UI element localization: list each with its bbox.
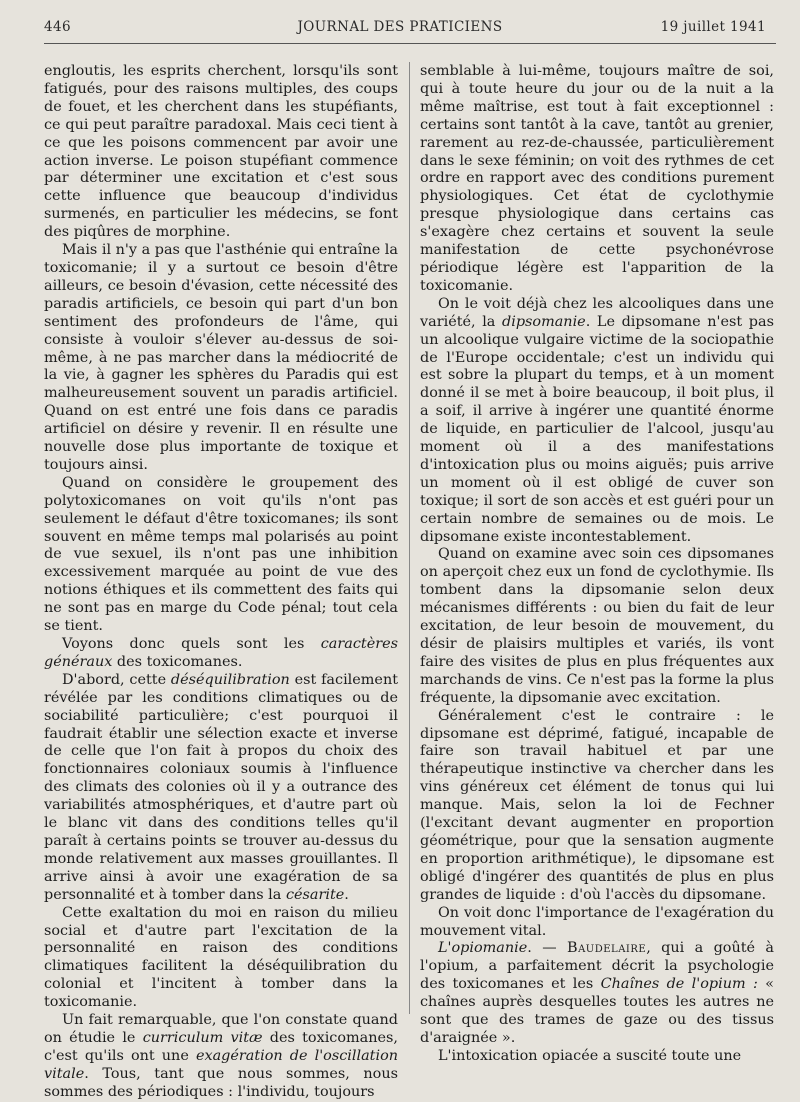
- paragraph: Quand on examine avec soin ces dipsomanes on aperçoit chez eux un fond de cyclothymie. Ils tombent dans la dipsomanie selon deux mécanismes différents : ou bien du fait de leur excitation, de leur besoin de mouvement, du désir de plaisirs multiples et variés, ils vont faire des visites de plus en plus fréquentes aux marchands de vins. Ce n'est pas la forme la plus fréquente, la dipsomanie avec excitation.: [420, 546, 774, 706]
- issue-date: 19 juillet 1941: [660, 19, 766, 35]
- text-run: .: [344, 886, 349, 903]
- italic-term: dipsomanie: [502, 313, 586, 330]
- section-title: L'opiomanie: [438, 940, 528, 957]
- author-name: Baudelaire: [567, 940, 647, 957]
- text-run: . Tous, tant que nous sommes, nous sommes des périodiques : l'individu, toujours: [44, 1065, 398, 1100]
- text-run: Voyons donc quels sont les: [62, 636, 321, 652]
- text-run: est facilement révélée par les conditions climatiques ou de sociabilité particulière; c'est pourquoi il faudrait établir une sélection exacte et inverse de celle que l'on fait à propos du choix des fonctionnaires coloniaux soumis à l'influence des climats des colonies où il y a outrance des variabilités atmosphériques, et d'autre part où le blanc vit dans des conditions telles qu'il paraît à certains points se trouver au-dessus du monde relativement aux masses grouillantes. Il arrive ainsi à avoir une exagération de sa personnalité et à tomber dans la: [44, 671, 398, 903]
- column-divider: [409, 62, 410, 1014]
- paragraph: Mais il n'y a pas que l'asthénie qui entraîne la toxicomanie; il y a surtout ce besoin d'être ailleurs, ce besoin d'évasion, cette nécessité des paradis artificiels, ce besoin qui part d'un bon sentiment des profondeurs de l'âme, qui consiste à vouloir s'élever au-dessus de soi-même, à ne pas marcher dans la médiocrité de la vie, à gagner les sphères du Paradis qui est malheureusement souvent un paradis artificiel. Quand on est entré une fois dans ce paradis artificiel on désire y revenir. Il en résulte une nouvelle dose plus importante de toxique et toujours ainsi.: [44, 242, 398, 473]
- paragraph: [44, 1012, 398, 1102]
- text-run: . —: [527, 940, 568, 957]
- header-rule: [44, 43, 776, 44]
- italic-term: déséquilibration: [170, 671, 290, 688]
- text-run: , qui a goûté à l'opium, a parfaitement décrit la psychologie des toxicomanes et les: [420, 940, 774, 993]
- text-run: des toxicomanes, c'est qu'ils ont une: [44, 1029, 398, 1064]
- italic-term: caractères généraux: [44, 636, 398, 670]
- left-column: [44, 63, 398, 1102]
- page-header: [0, 0, 800, 44]
- paragraph: [420, 940, 774, 1047]
- text-run: D'abord, cette: [62, 671, 171, 688]
- text-run: On le voit déjà chez les alcooliques dans une variété, la: [420, 295, 774, 330]
- paragraph: [44, 672, 398, 905]
- journal-title: JOURNAL DES PRATICIENS: [297, 19, 503, 35]
- text-run: . Le dipsomane n'est pas un alcoolique vulgaire victime de la sociopathie de l'Europe occidentale; c'est un individu qui est sobre la plupart du temps, et à un moment donné il se met à boire beaucoup, il boit plus, il a soif, il arrive à ingérer une quantité énorme de liquide, en particulier de l'alcool, jusqu'au moment où il a des manifestations d'intoxication plus ou moins aiguës; puis arrive un moment où il est obligé de cuver son toxique; il sort de son accès et est guéri pour un certain nombre de semaines ou de mois. Le dipsomane existe incontestablement.: [420, 313, 774, 545]
- italic-term: césarite: [285, 886, 345, 903]
- paragraph: semblable à lui-même, toujours maître de soi, qui à toute heure du jour ou de la nuit a la même maîtrise, est tout à fait exceptionnel : certains sont tantôt à la cave, tantôt au grenier, rarement au rez-de-chaussée, particulièrement dans le sexe féminin; on voit des rythmes de cet ordre en rapport avec des conditions purement physiologiques. Cet état de cyclothymie presque physiologique dans certains cas s'exagère chez certains et souvent la seule manifestation de cette psychonévrose périodique légère est l'apparition de la toxicomanie.: [420, 63, 774, 294]
- page-number: 446: [44, 19, 71, 35]
- paragraph: [420, 296, 774, 547]
- paragraph: [44, 636, 398, 672]
- right-column: [420, 63, 774, 1066]
- paragraph: Cette exaltation du moi en raison du milieu social et d'autre part l'excitation de la personnalité en raison des conditions climatiques facilitent la déséquilibration du colonial et l'incitent à tomber dans la toxicomanie.: [44, 904, 398, 1011]
- text-run: « chaînes auprès desquelles toutes les autres ne sont que des trames de gaze ou des tissus d'araignée ».: [420, 976, 774, 1046]
- paragraph: Quand on considère le groupement des polytoxicomanes on voit qu'ils n'ont pas seulement le défaut d'être toxicomanes; ils sont souvent en même temps mal polarisés au point de vue sexuel, ils n'ont pas une inhibition excessivement marquée au point de vue des notions éthiques et ils commettent des faits qui ne sont pas en marge du Code pénal; tout cela se tient.: [44, 474, 398, 635]
- paragraph: On voit donc l'importance de l'exagération du mouvement vital.: [420, 904, 774, 939]
- italic-term: Chaînes de l'opium :: [600, 976, 758, 993]
- text-run: des toxicomanes.: [112, 653, 243, 670]
- paragraph: Généralement c'est le contraire : le dipsomane est déprimé, fatigué, incapable de faire son travail habituel et par une thérapeutique instinctive va chercher dans les vins généreux cet élément de tonus qui lui manque. Mais, selon la loi de Fechner (l'excitant devant augmenter en proportion géométrique, pour que la sensation augmente en proportion arithmétique), le dipsomane est obligé d'ingérer des quantités de plus en plus grandes de liquide : d'où l'accès du dipsomane.: [420, 707, 774, 903]
- italic-term: exagération de l'oscillation vitale: [44, 1047, 398, 1082]
- paragraph: engloutis, les esprits cherchent, lorsqu'ils sont fatigués, pour des raisons multiples, des coups de fouet, et les cherchent dans les stupéfiants, ce qui peut paraître paradoxal. Mais ceci tient à ce que les poisons commencent par avoir une action inverse. Le poison stupéfiant commence par déterminer une excitation et c'est sous cette influence que beaucoup d'individus surmenés, en particulier les médecins, se font des piqûres de morphine.: [44, 63, 398, 241]
- italic-term: curriculum vitæ: [142, 1029, 263, 1046]
- text-run: Un fait remarquable, que l'on constate quand on étudie le: [44, 1012, 398, 1046]
- paragraph: L'intoxication opiacée a suscité toute une: [438, 1047, 742, 1064]
